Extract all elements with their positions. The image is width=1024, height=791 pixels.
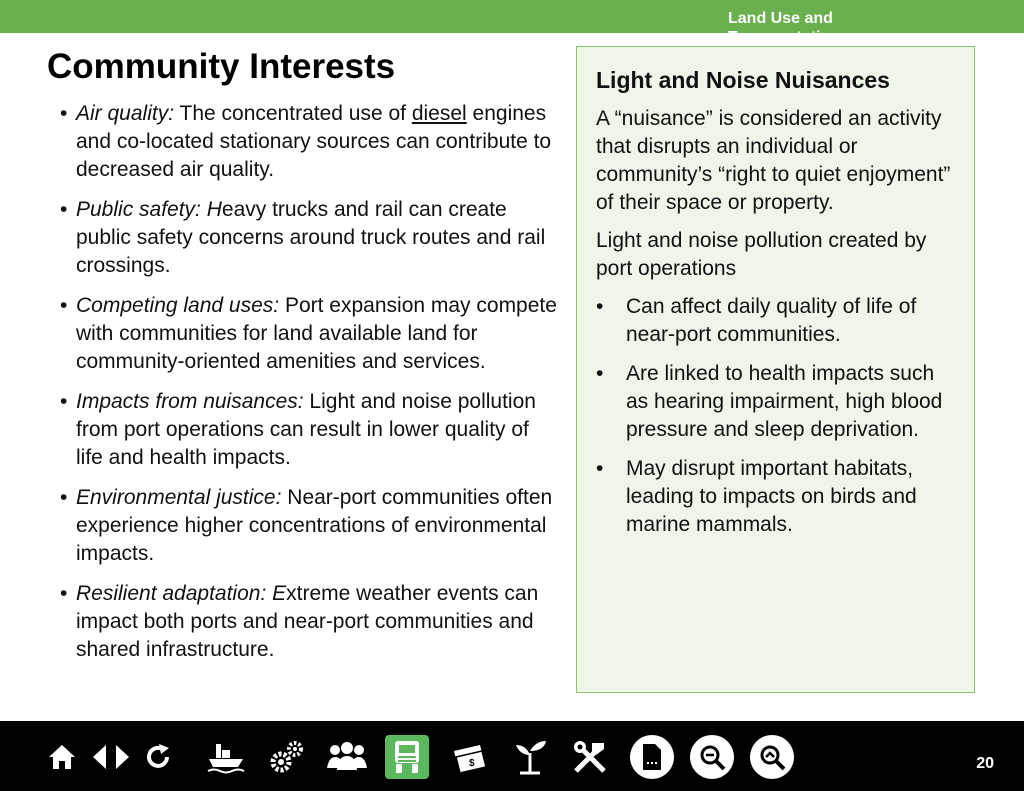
callout-title: Light and Noise Nuisances <box>596 67 890 93</box>
list-item: • Are linked to health impacts such as hearing impairment, high blood pressure and sleep deprivation. <box>596 362 943 441</box>
list-item: • Public safety: Heavy trucks and rail can create public safety concerns around truck routes and rail crossings. <box>60 198 546 277</box>
list-item: • Environmental justice: Near-port communities often experience higher concentrations of environmental impacts. <box>60 486 553 565</box>
boat-icon[interactable] <box>204 735 248 779</box>
page-number: 20 <box>976 755 994 772</box>
top-banner <box>0 0 1024 46</box>
community-interests-list <box>60 100 560 676</box>
page-title: Community Interests <box>47 47 396 86</box>
people-icon[interactable] <box>325 735 369 779</box>
tools-icon[interactable] <box>568 735 612 779</box>
callout-list <box>596 293 954 539</box>
list-item: • Impacts from nuisances: Light and noise pollution from port operations can result in lower quality of life and health impacts. <box>60 390 536 469</box>
svg-text:$: $ <box>469 758 475 769</box>
diesel-link[interactable]: diesel <box>411 102 467 125</box>
callout-paragraph: Light and noise pollution created by port operations <box>596 229 927 280</box>
section-title: Land Use and Transportation <box>728 10 841 46</box>
truck-icon[interactable] <box>385 735 429 779</box>
list-item: • Resilient adaptation: Extreme weather events can impact both ports and near-port communities and shared infrastructure. <box>60 582 539 661</box>
light-noise-callout <box>576 46 975 693</box>
refresh-icon[interactable] <box>136 735 180 779</box>
search-icon[interactable] <box>690 735 734 779</box>
list-item: • Can affect daily quality of life of near-port communities. <box>596 295 917 346</box>
list-item: • May disrupt important habitats, leading to impacts on birds and marine mammals. <box>596 457 917 536</box>
search-alt-icon[interactable] <box>750 735 794 779</box>
bottom-navigation-bar <box>0 721 1024 791</box>
list-item: • Competing land uses: Port expansion may compete with communities for land available land for community-oriented amenities and services. <box>60 294 557 373</box>
document-icon[interactable] <box>630 735 674 779</box>
money-icon[interactable] <box>448 735 492 779</box>
list-item: • Air quality: The concentrated use of diesel engines and co-located stationary sources can contribute to decreased air quality. <box>60 102 552 181</box>
plant-icon[interactable] <box>508 735 552 779</box>
gears-icon[interactable] <box>265 735 309 779</box>
callout-paragraph: A “nuisance” is considered an activity that disrupts an individual or community’s “right to quiet enjoyment” of their space or property. <box>596 107 951 214</box>
